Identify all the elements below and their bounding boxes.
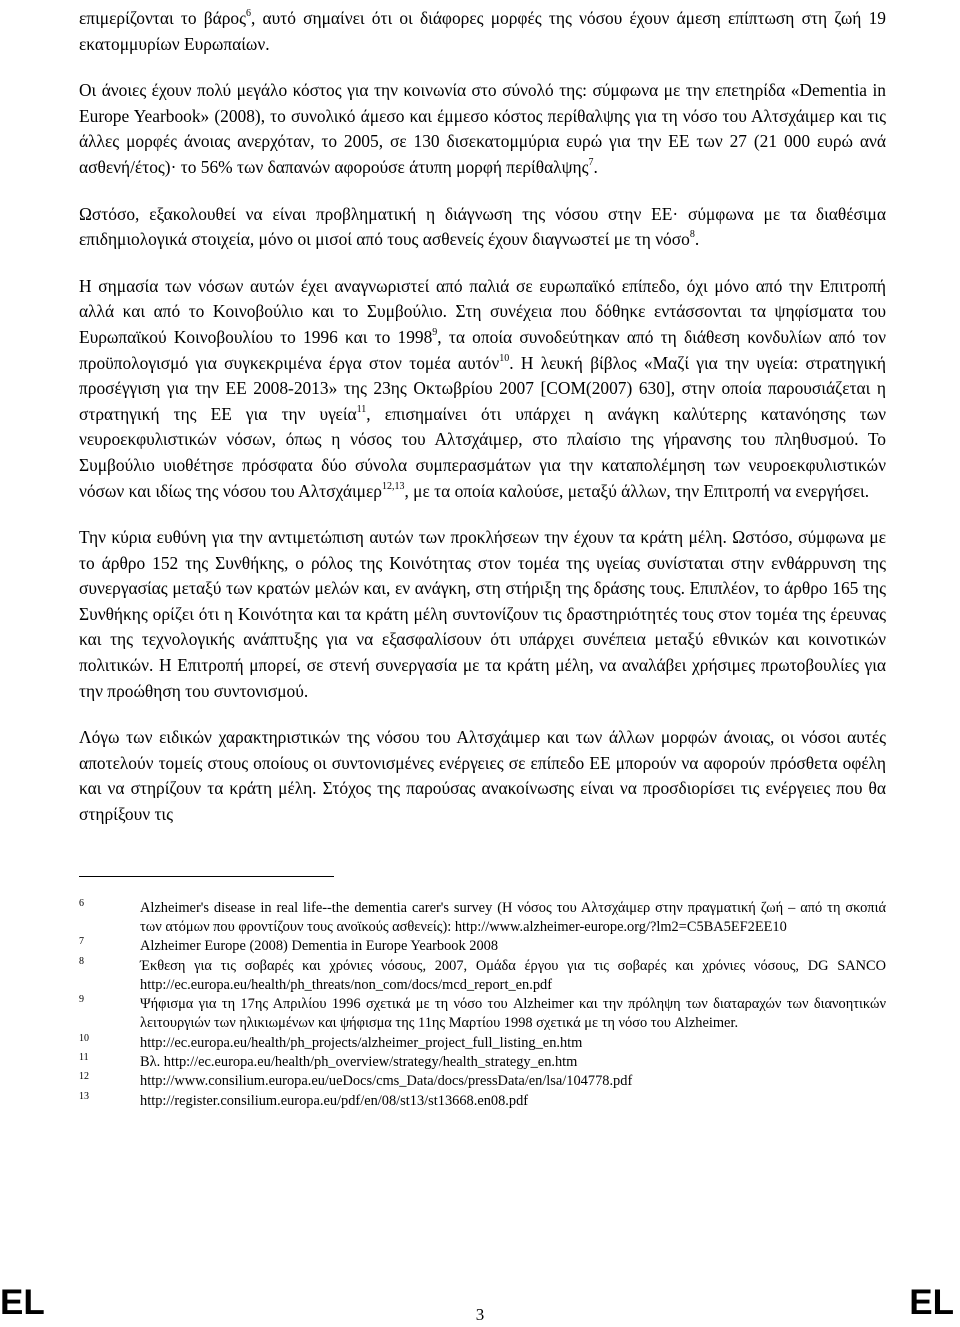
footnote xyxy=(79,937,886,956)
footnote-text: Έκθεση για τις σοβαρές και χρόνιες νόσους, 2007, Ομάδα έργου για τις σοβαρές και χρόνιες νόσους, DG SANCO http://ec.europa.eu/health/ph_threats/non_com/docs/mcd_report_en.pdf xyxy=(140,957,886,993)
footnote xyxy=(79,899,886,938)
footnote-reference[interactable]: 9 xyxy=(432,327,438,339)
footnote-number: 13 xyxy=(79,1090,89,1102)
footnote-reference[interactable]: 11 xyxy=(356,403,367,415)
footnote-reference[interactable]: 12,13 xyxy=(381,480,405,492)
paragraph-text: Η σημασία των νόσων αυτών έχει αναγνωριστεί από παλιά σε ευρωπαϊκό επίπεδο, όχι μόνο από την Επιτροπή αλλά και από το Κοινοβούλιο και το Συμβούλιο. Στη συνέχεια που δόθηκε εντάσσονται τα ψηφίσματα του Ευρωπαϊκού Κοινοβουλίου το 1996 και το 1998 xyxy=(79,275,886,347)
footnote xyxy=(79,1034,886,1053)
footnote-reference[interactable]: 10 xyxy=(499,352,510,364)
paragraph-text: Οι άνοιες έχουν πολύ μεγάλο κόστος για την κοινωνία στο σύνολό της: σύμφωνα με την επετηρίδα «Dementia in Europe Yearbook» (2008), το συνολικό άμεσο και έμμεσο κόστος περίθαλψης για τη νόσο του Αλτσχάιμερ και τις άλλες μορφές άνοιας ανερχόταν, το 2005, σε 130 δισεκατομμύρια ευρώ για την ΕΕ των 27 (21 000 ευρώ ανά ασθενή/έτος)· το 56% των δαπανών αφορούσε άτυπη μορφή περίθαλψης xyxy=(79,80,886,177)
footnote-number: 6 xyxy=(79,897,84,909)
footnote xyxy=(79,995,886,1034)
paragraph-text: επιμερίζονται το βάρος xyxy=(79,8,246,28)
paragraph-text: . Η λευκή βίβλος «Μαζί για την υγεία: στρατηγική προσέγγιση για την ΕΕ 2008-2013» της 23ης Οκτωβρίου 2007 [COM(2007) 630], στην οποία παρουσιάζεται η στρατηγική της ΕΕ για την υγεία xyxy=(79,352,886,424)
footnote-number: 12 xyxy=(79,1071,89,1083)
footnote xyxy=(79,1053,886,1072)
paragraph-text: , αυτό σημαίνει ότι οι διάφορες μορφές της νόσου έχουν άμεση επίπτωση στη ζωή 19 εκατομμυρίων Ευρωπαίων. xyxy=(79,8,886,54)
paragraph xyxy=(79,78,886,180)
footnote-reference[interactable]: 6 xyxy=(245,8,251,20)
paragraph-text: Ωστόσο, εξακολουθεί να είναι προβληματική η διάγνωση της νόσου στην ΕΕ· σύμφωνα με τα διαθέσιμα επιδημιολογικά στοιχεία, μόνο οι μισοί από τους ασθενείς έχουν διαγνωστεί με τη νόσο xyxy=(79,203,886,250)
footnote-number: 11 xyxy=(79,1052,89,1063)
footnote-text: Alzheimer Europe (2008) Dementia in Europe Yearbook 2008 xyxy=(140,938,499,955)
document-page xyxy=(79,0,886,1111)
paragraph xyxy=(79,202,886,253)
paragraph-text: . xyxy=(694,229,700,250)
paragraph-text: Την κύρια ευθύνη για την αντιμετώπιση αυτών των προκλήσεων την έχουν τα κράτη μέλη. Ωστόσο, σύμφωνα με το άρθρο 152 της Συνθήκης, ο ρόλος της Κοινότητας στον τομέα της υγείας συνίσταται στην ενθάρρυνση της συνεργασίας μεταξύ των κρατών μελών και, εν ανάγκη, στη στήριξη της δράσης τους. Επιπλέον, το άρθρο 165 της Συνθήκης ορίζει ότι η Κοινότητα και τα κράτη μέλη συντονίζουν τις δραστηριότητές τους στον τομέα της έρευνας και της τεχνολογικής ανάπτυξης για να εξασφαλίσουν ότι υπάρχει συνέπεια μεταξύ εθνικών και κοινοτικών πολιτικών. Η Επιτροπή μπορεί, σε στενή συνεργασία με τα κράτη μέλη, να αναλάβει χρήσιμες πρωτοβουλίες για την προώθηση του συντονισμού. xyxy=(79,527,886,701)
footnote-text: Βλ. http://ec.europa.eu/health/ph_overview/strategy/health_strategy_en.htm xyxy=(140,1054,578,1070)
footnote-text: Ψήφισμα για τη 17ης Απριλίου 1996 σχετικά με τη νόσο του Alzheimer και την πρόληψη των διαταραχών των διανοητικών λειτουργιών των ηλικιωμένων και ψήφισμα της 11ης Μαρτίου 1998 σχετικά με τη νόσο του Alzheimer. xyxy=(140,996,886,1032)
footnote-separator xyxy=(79,876,334,877)
paragraph-text: , με τα οποία καλούσε, μεταξύ άλλων, την Επιτροπή να ενεργήσει. xyxy=(404,480,870,501)
footnote-number: 10 xyxy=(79,1032,89,1044)
page-number: 3 xyxy=(475,1305,485,1324)
footnote-reference[interactable]: 7 xyxy=(588,157,594,169)
paragraph xyxy=(79,525,886,704)
paragraph-text: Λόγω των ειδικών χαρακτηριστικών της νόσου του Αλτσχάιμερ και των άλλων μορφών άνοιας, οι νόσοι αυτές αποτελούν τομείς στους οποίους οι συντονισμένες ενέργειες σε επίπεδο ΕΕ μπορούν να αφορούν πρόσθετα οφέλη και να στηρίζουν τα κράτη μέλη. Στόχος της παρούσας ανακοίνωσης είναι να προσδιορίσει τις ενέργειες που θα στηρίξουν τις xyxy=(79,727,886,825)
footnote-number: 7 xyxy=(79,936,84,948)
footnote xyxy=(79,957,886,996)
footnote-text: http://register.consilium.europa.eu/pdf/en/08/st13/st13668.en08.pdf xyxy=(140,1092,529,1109)
footnote xyxy=(79,1092,886,1111)
paragraph xyxy=(79,6,886,57)
paragraph xyxy=(79,274,886,504)
footnotes xyxy=(79,899,886,1111)
footnote-text: Alzheimer's disease in real life--the dementia carer's survey (Η νόσος του Αλτσχάιμερ στην πραγματική ζωή – από τη σκοπιά των ατόμων που φροντίζουν τους ανοϊκούς ασθενείς): http://www.alzheimer-europe.org/?lm2=C5BA5EF2EE10 xyxy=(140,899,886,935)
footer-language-right: EL xyxy=(909,1283,954,1322)
body-text xyxy=(79,6,886,828)
footnote-text: http://ec.europa.eu/health/ph_projects/alzheimer_project_full_listing_en.htm xyxy=(140,1034,583,1051)
footer-language-left: EL xyxy=(0,1283,45,1322)
footnote-text: http://www.consilium.europa.eu/ueDocs/cms_Data/docs/pressData/en/lsa/104778.pdf xyxy=(140,1073,633,1090)
paragraph xyxy=(79,725,886,827)
footnote-reference[interactable]: 8 xyxy=(689,229,695,241)
footnote xyxy=(79,1072,886,1091)
footnote-number: 9 xyxy=(79,994,84,1006)
footnote-number: 8 xyxy=(79,955,84,967)
paragraph-text: , τα οποία συνοδεύτηκαν από τη διάθεση κονδυλίων από τον προϋπολογισμό για συγκεκριμένα έργα στον τομέα αυτόν xyxy=(79,326,886,373)
paragraph-text: . xyxy=(593,156,598,177)
paragraph-text: , επισημαίνει ότι υπάρχει η ανάγκη καλύτερης κατανόησης των νευροεκφυλιστικών νόσων, όπως η νόσος του Αλτσχάιμερ, στο πλαίσιο της γήρανσης του πληθυσμού. Το Συμβούλιο υιοθέτησε πρόσφατα δύο σύνολα συμπερασμάτων για την καταπολέμηση των νευροεκφυλιστικών νόσων και ιδίως της νόσου του Αλτσχάιμερ xyxy=(79,403,886,501)
